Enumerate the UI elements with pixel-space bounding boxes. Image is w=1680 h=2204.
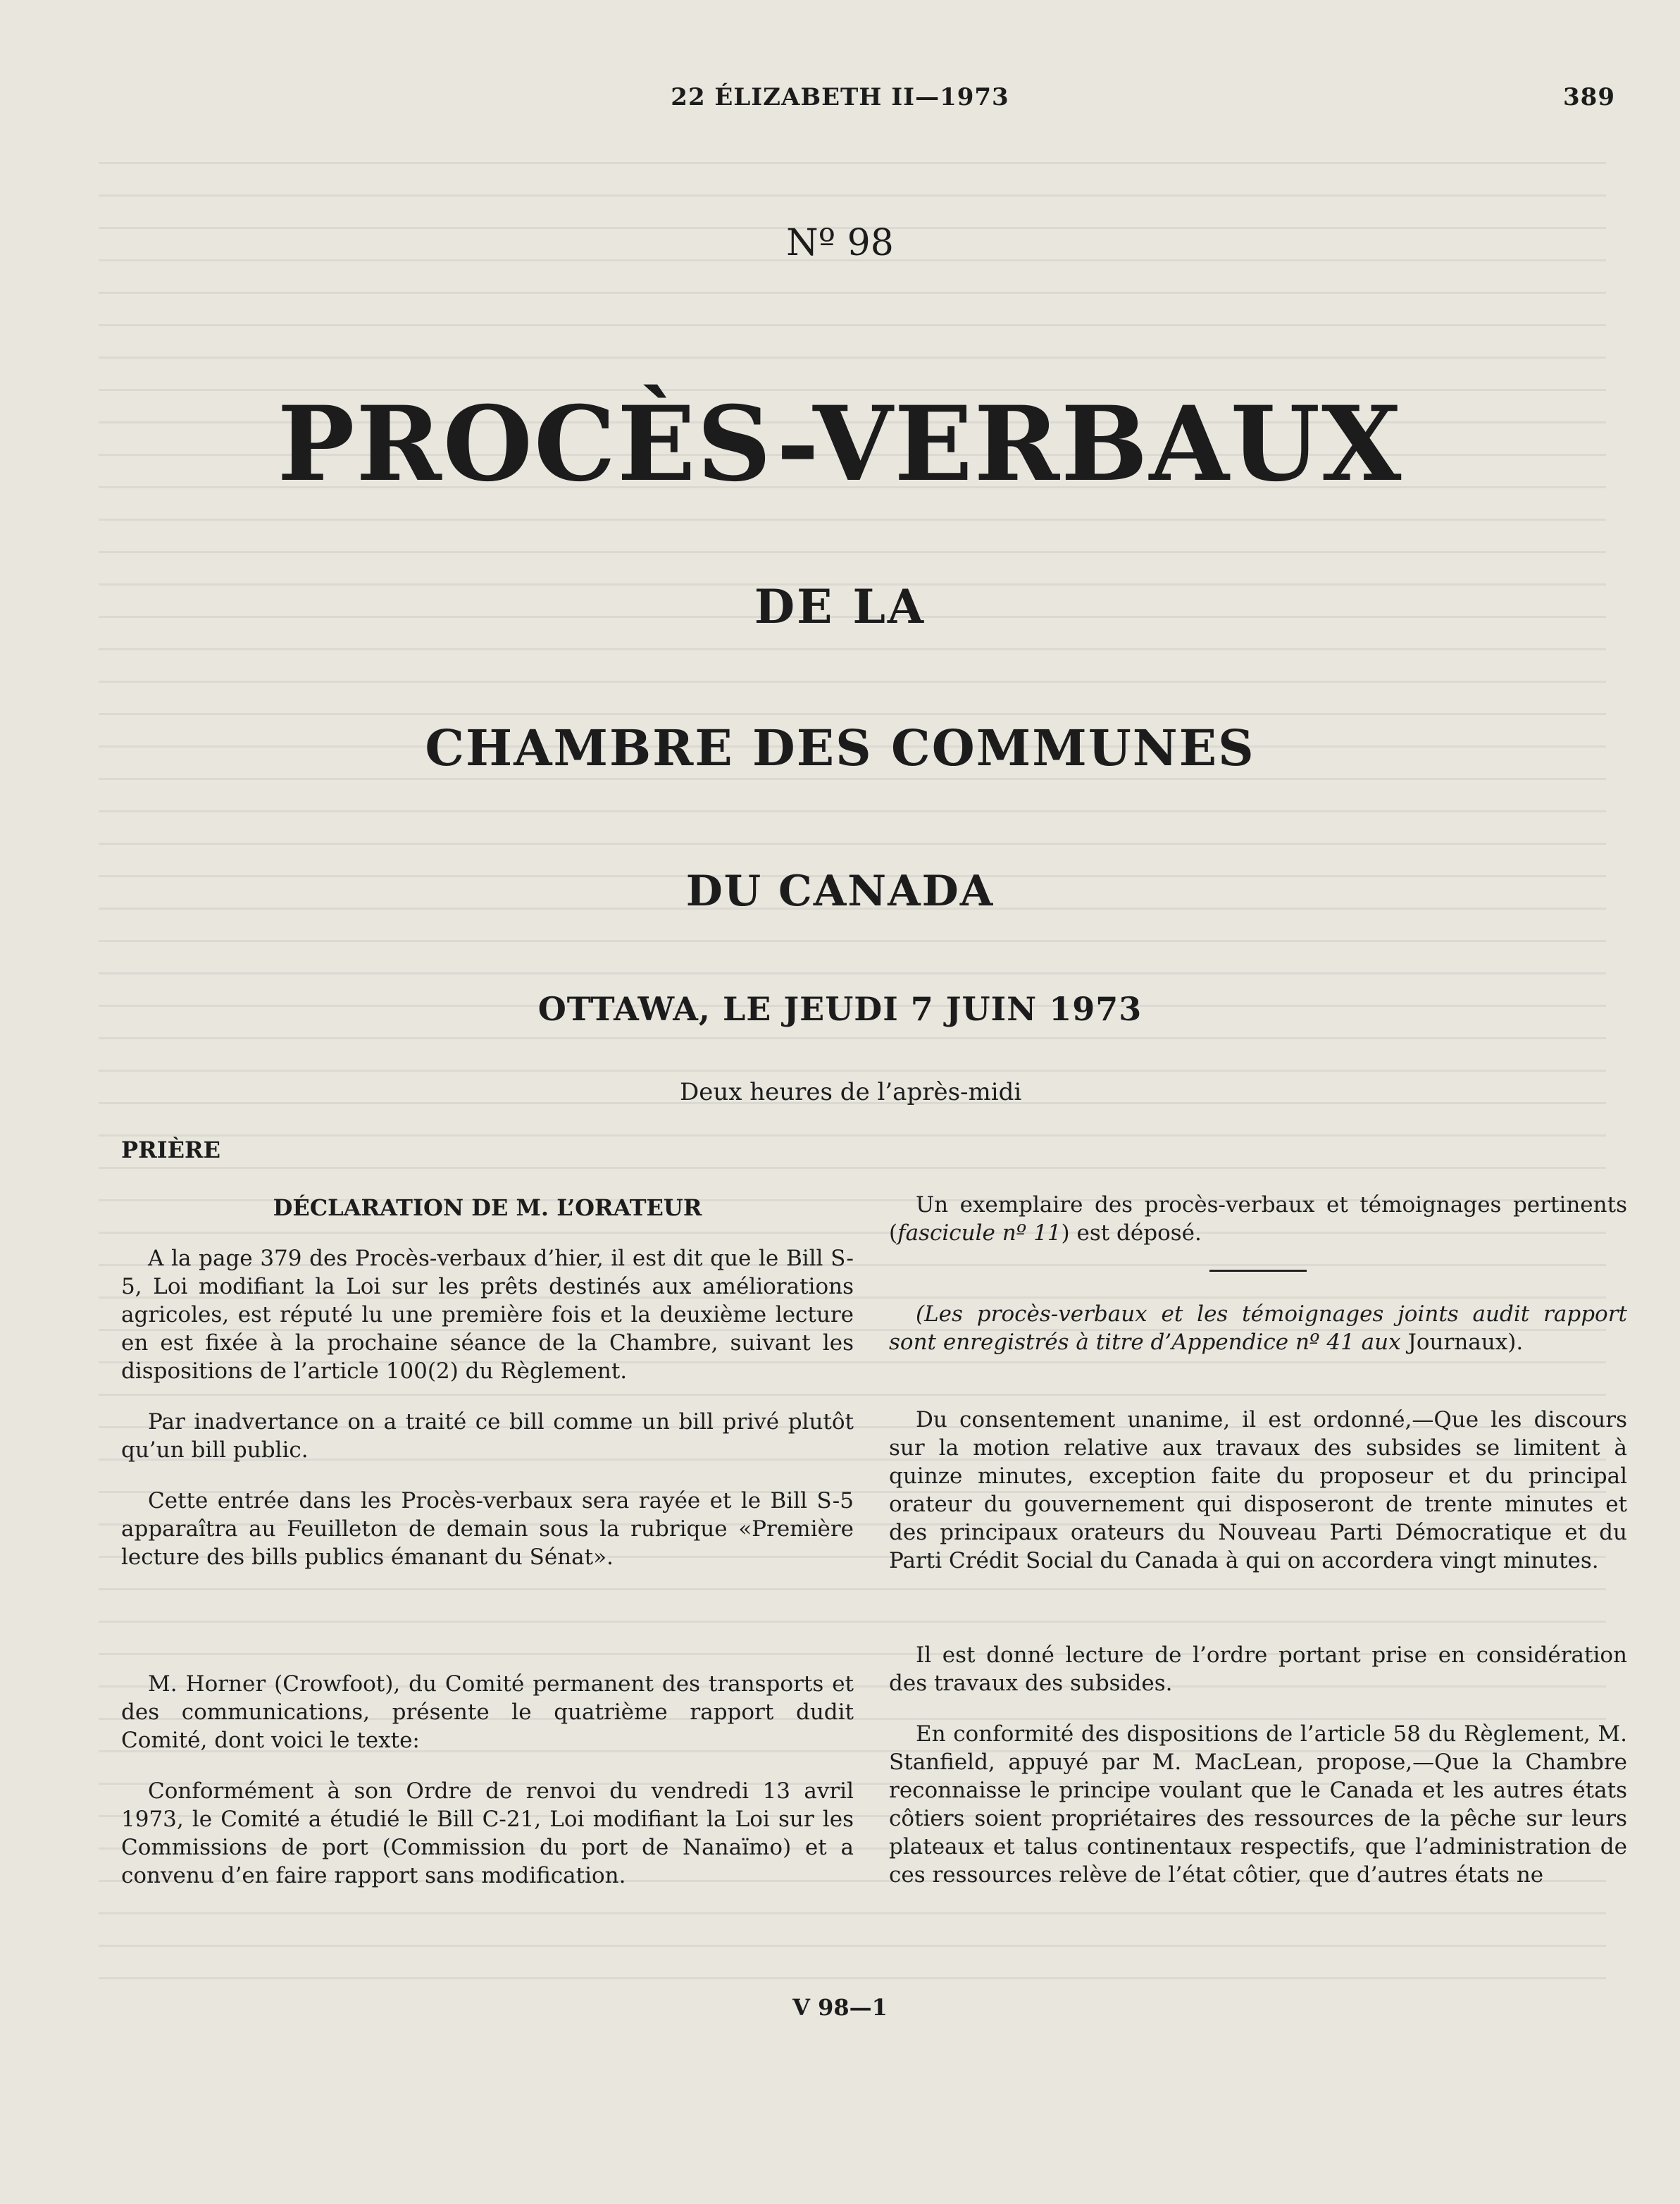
paragraph: Conformément à son Ordre de renvoi du vendredi 13 avril 1973, le Comité a étudié le Bill C-21, Loi modifiant la Loi sur les Commissions de port (Commission du port de Nanaïmo) et a convenu d’en faire rapport sans modification. <box>121 1778 854 1888</box>
paragraph: Du consentement unanime, il est ordonné,—Que les discours sur la motion relative aux travaux des subsides se limitent à quinze minutes, exception faite du proposeur et du principal orateur du gouvernement qui disposeront de trente minutes et des principaux orateurs du Nouveau Parti Démocratique et du Parti Crédit Social du Canada à qui on accordera vingt minutes. <box>889 1407 1627 1573</box>
declaration-heading: DÉCLARATION DE M. L’ORATEUR <box>273 1194 702 1221</box>
page-signature: V 98—1 <box>792 1994 888 2021</box>
running-header: 22 ÉLIZABETH II—1973 <box>671 83 1009 111</box>
text-run: Journaux). <box>1407 1330 1524 1355</box>
paragraph: Il est donné lecture de l’ordre portant prise en considération des travaux des subsides. <box>889 1642 1627 1696</box>
right-column <box>889 1191 1627 1912</box>
priere-heading: PRIÈRE <box>121 1137 220 1163</box>
divider <box>1209 1270 1307 1272</box>
paragraph <box>889 1191 1627 1247</box>
paragraph: En conformité des dispositions de l’article 58 du Règlement, M. Stanfield, appuyé par M. MacLean, propose,—Que la Chambre reconnaisse le principe voulant que le Canada et les autres états côtiers soient propriétaires des ressources de la pêche sur leurs plateaux et talus continentaux respectifs, que l’administration de ces ressources relève de l’état côtier, que d’autres états ne <box>889 1721 1627 1888</box>
paragraph <box>889 1300 1627 1356</box>
sitting-time: Deux heures de l’après-midi <box>680 1078 1022 1106</box>
issue-number: Nº 98 <box>786 222 894 264</box>
title-de-la: DE LA <box>754 579 926 634</box>
text-run: Un exemplaire des procès-verbaux et témoignages pertinents ( <box>889 1192 1627 1246</box>
paragraph: M. Horner (Crowfoot), du Comité permanent des transports et des communications, présente le quatrième rapport dudit Comité, dont voici le texte: <box>121 1671 854 1753</box>
page-number: 389 <box>1563 83 1615 111</box>
title-proces-verbaux: PROCÈS-VERBAUX <box>277 384 1403 504</box>
italic-run: (Les procès-verbaux et les témoignages joints audit rapport sont enregistrés à titre d’Appendice nº 41 aux <box>889 1301 1627 1355</box>
paragraph: Par inadvertance on a traité ce bill comme un bill privé plutôt qu’un bill public. <box>121 1409 854 1463</box>
paragraph: Cette entrée dans les Procès-verbaux sera rayée et le Bill S-5 apparaîtra au Feuilleton de demain sous la rubrique «Première lecture des bills publics émanant du Sénat». <box>121 1488 854 1570</box>
title-chambre: CHAMBRE DES COMMUNES <box>425 719 1255 777</box>
text-run: ) est déposé. <box>1061 1220 1202 1246</box>
left-column <box>121 1136 854 1912</box>
italic-run: fascicule nº 11 <box>897 1220 1062 1246</box>
title-du-canada: DU CANADA <box>685 867 995 916</box>
dateline: OTTAWA, LE JEUDI 7 JUIN 1973 <box>537 990 1143 1028</box>
paragraph: A la page 379 des Procès-verbaux d’hier, il est dit que le Bill S-5, Loi modifiant la Loi sur les prêts destinés aux améliorations agricoles, est réputé lu une première fois et la deuxième lecture en est fixée à la prochaine séance de la Chambre, suivant les dispositions de l’article 100(2) du Règlement. <box>121 1246 854 1384</box>
